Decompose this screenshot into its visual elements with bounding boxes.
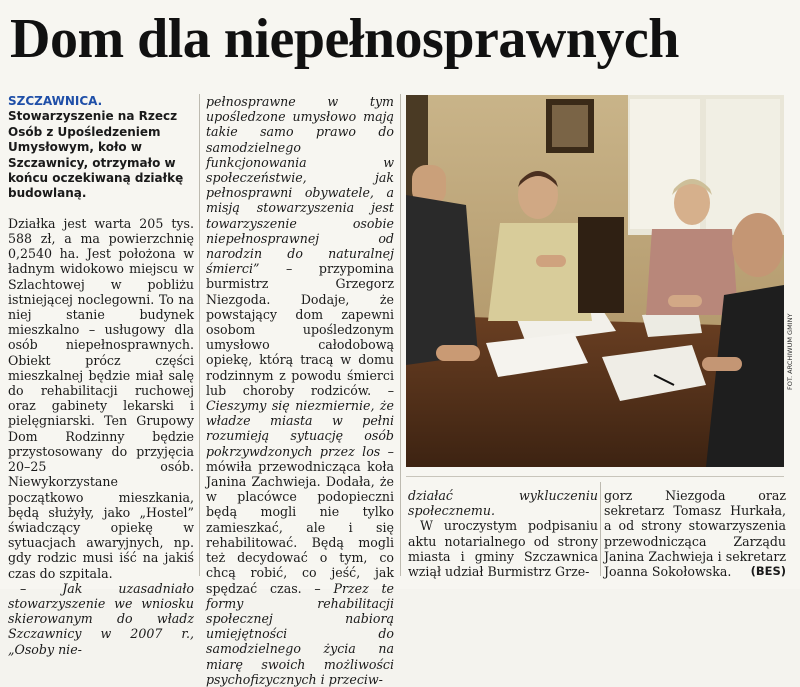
lead-text: Stowarzyszenie na Rzecz Osób z Upośledzeniem Umysłowym, koło w Szczawnicy, otrzymało w końcu oczekiwaną działkę budowlaną. [8,109,184,201]
body-text-1: – przypomina burmistrz Grzegorz Niezgoda. Dodaje, że powstający dom zapewni osobom upośledzonym umysłowo całodobową opiekę, którą tracą w domu rodzinnym z powodu śmierci lub choroby rodziców. [206,261,394,398]
body-paragraph-5: W uroczystym podpisaniu aktu notarialnego od strony miasta i gminy Szczawnica wziął udział Burmistrz Grze- [408,518,598,580]
column-4 [604,488,786,579]
photo-credit: FOT. ARCHIWUM GMINY [786,313,794,390]
quote-italic-3: – Przez te formy rehabilitacji społecznej nabiorą umiejętności do samodzielnego życia na miarę swoich możliwości psychofizycznych i przeciw- [206,580,394,687]
column-divider-2 [400,94,401,576]
body-paragraph-4: działać wykluczeniu społecznemu. [408,488,598,519]
column-divider-1 [199,94,200,576]
body-text-3: gorz Niezgoda oraz sekretarz Tomasz Hurkała, a od strony stowarzyszenia przewodnicząca Zarządu Janina Zachwieja i sekretarz Joanna Sokołowska. [604,488,786,580]
quote-italic-2: – Cieszymy się niezmiernie, że władze miasta w pełni rozumieją sytuację osób pokrzywdzonych przez los [206,382,394,459]
column-divider-3 [600,482,601,576]
column-1 [8,94,194,657]
body-paragraph-2: – Jak uzasadniało stowarzyszenie we wniosku skierowanym do władz Szczawnicy w 2007 r., „Osoby nie- [8,580,194,657]
photo-bottom-rule [406,476,784,477]
author-signature: (BES) [750,564,786,579]
headline: Dom dla niepełnosprawnych [10,8,679,70]
article-photo [406,95,784,467]
kicker-location: SZCZAWNICA. [8,94,103,108]
column-2 [206,94,394,687]
meeting-photo-illustration [406,95,784,467]
body-paragraph-3 [206,94,394,687]
column-3 [408,488,598,579]
quote-italic-1: pełnosprawne w tym upośledzone umysłowo mają takie samo prawo do samodzielnego funkcjonowania w społeczeństwie, jak pełnosprawni obywatele, a misją stowarzyszenia jest towarzyszenie osobie niepełnosprawnej od narodzin do naturalnej śmierci” [206,94,394,277]
lead-paragraph [8,94,194,202]
body-paragraph-1: Działka jest warta 205 tys. 588 zł, a ma powierzchnię 0,2540 ha. Jest położona w ładnym widokowo miejscu w Szlachtowej w pobliżu istniejącej noclegowni. To na niej stanie budynek mieszkalno – usługowy dla osób niepełnosprawnych. Obiekt prócz części mieszkalnej będzie miał salę do rehabilitacji ruchowej oraz gabinety lekarski i pielęgniarski. Ten Grupowy Dom Rodzinny będzie przystosowany do przyjęcia 20–25 osób. Niewykorzystane początkowo mieszkania, będą służyły, jako „Hostel” świadczący opiekę w sytuacjach awaryjnych, np. gdy rodzic musi iść na jakiś czas do szpitala. [8,215,194,581]
body-text-2: – mówiła przewodnicząca koła Janina Zachwieja. Dodała, że w placówce podopieczni będą mogli nie tylko zamieszkać, ale i się rehabilitować. Będą mogli też decydować o tym, co chcą robić, co jeść, jak spędzać czas. [206,443,394,596]
body-paragraph-6 [604,488,786,579]
